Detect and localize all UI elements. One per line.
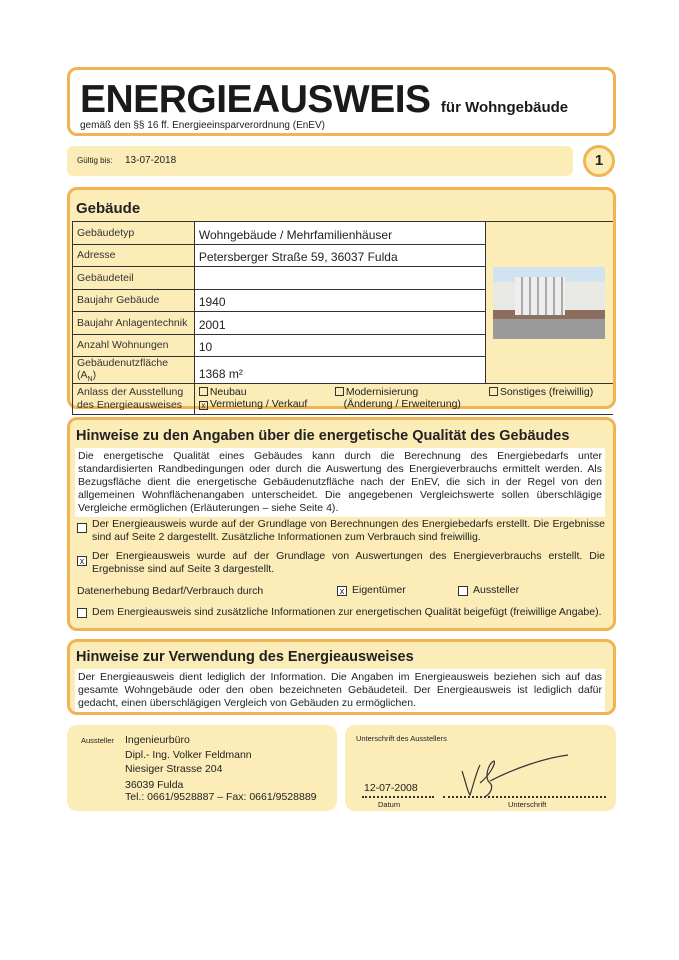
option1-text: Der Energieausweis wurde auf der Grundlage von Berechnungen des Energiebedarfs erstellt. Die Ergebnisse sind auf Seite 2 dargestellt. Zusätzliche Informationen zum Verbrauch sind freiwillig. — [92, 518, 605, 543]
usage-section — [67, 639, 616, 715]
building-photo — [493, 267, 605, 339]
owner-checkbox[interactable]: x — [337, 586, 347, 596]
row-value: Wohngebäude / Mehrfamilienhäuser — [194, 222, 485, 245]
date-line — [362, 796, 434, 798]
row-label: Baujahr Anlagentechnik — [73, 312, 195, 335]
row-value — [194, 267, 485, 290]
row-label: Baujahr Gebäude — [73, 289, 195, 312]
building-section — [67, 187, 616, 412]
document-title: ENERGIEAUSWEIS für Wohngebäude — [80, 78, 569, 121]
table-row — [73, 222, 614, 245]
option2-text: Der Energieausweis wurde auf der Grundlage von Auswertungen des Energieverbrauchs erstellt. Die Ergebnisse sind auf Seite 3 dargestellt. — [92, 550, 605, 575]
owner-label: Eigentümer — [352, 584, 406, 596]
issuer-address: Ingenieurbüro Dipl.- Ing. Volker Feldmann Niesiger Strasse 204 36039 Fulda Tel.: 0661/9528887 – Fax: 0661/9528889 — [125, 734, 317, 803]
reason-options — [194, 384, 613, 415]
subtitle: gemäß den §§ 16 ff. Energieeinsparverordnung (EnEV) — [80, 120, 325, 131]
row-value: 1940 — [194, 289, 485, 312]
signature-label: Unterschrift des Ausstellers — [356, 734, 447, 743]
reason-sonstiges[interactable]: Sonstiges (freiwillig) — [489, 386, 593, 398]
row-label: Gebäudetyp — [73, 222, 195, 245]
row-label: Adresse — [73, 244, 195, 267]
row-label: Gebäudeteil — [73, 267, 195, 290]
option1-checkbox[interactable] — [77, 523, 87, 533]
signature-box — [345, 725, 616, 811]
issuer-box — [67, 725, 337, 811]
section-heading: Hinweise zur Verwendung des Energieausweises — [76, 649, 414, 665]
row-value: 1368 m² — [194, 357, 485, 384]
notes-section — [67, 417, 616, 631]
reason-modernisierung[interactable]: Modernisierung (Änderung / Erweiterung) — [335, 386, 461, 410]
notes-intro: Die energetische Qualität eines Gebäudes kann durch die Berechnung des Energiebedarfs unter standardisierten Randbedingungen oder durch die Auswertung des Energieverbrauchs ermittelt werden. Als Bezugsfläche dient die energetische Gebäudenutzfläche nach der EnEV, die sich in der Regel von den allgemeinen Wohnflächenangaben unterscheidet. Die angegebenen Vergleichswerte sollen überschlägige Vergleiche ermöglichen (Erläuterungen – siehe Seite 4). — [75, 448, 605, 517]
checkbox[interactable] — [335, 387, 344, 396]
row-label: Gebäudenutzfläche $(A_N)$ — [73, 357, 195, 384]
signature-date: 12-07-2008 — [364, 782, 418, 794]
validity-date: 13-07-2018 — [125, 155, 177, 166]
reason-row — [73, 384, 614, 415]
issuer-label: Aussteller — [473, 584, 520, 596]
signature-line-label: Unterschrift — [508, 800, 547, 809]
reason-vermietung[interactable]: x Vermietung / Verkauf — [199, 398, 307, 410]
title-suffix: für Wohngebäude — [440, 99, 569, 116]
row-value: 2001 — [194, 312, 485, 335]
validity-label: Gültig bis: — [77, 156, 113, 165]
reason-neubau[interactable]: Neubau — [199, 386, 247, 398]
validity-bar — [67, 146, 573, 176]
checkbox-checked[interactable]: x — [199, 401, 208, 410]
section-heading: Hinweise zu den Angaben über die energetische Qualität des Gebäudes — [76, 428, 570, 444]
date-label: Datum — [378, 800, 401, 809]
header-box — [67, 67, 616, 136]
photo-cell — [485, 222, 613, 384]
checkbox[interactable] — [199, 387, 208, 396]
building-table — [72, 221, 613, 415]
option2-checkbox[interactable]: x — [77, 556, 87, 566]
row-label: Anzahl Wohnungen — [73, 334, 195, 357]
issuer-label: Aussteller — [81, 736, 114, 745]
handwritten-signature — [460, 753, 570, 798]
data-collection-label: Datenerhebung Bedarf/Verbrauch durch — [77, 585, 264, 597]
issuer-checkbox[interactable] — [458, 586, 468, 596]
row-value: 10 — [194, 334, 485, 357]
reason-label: Anlass der Ausstellung des Energieausweises — [73, 384, 195, 415]
usage-text: Der Energieausweis dient lediglich der Information. Die Angaben im Energieausweis beziehen sich auf das gesamte Wohngebäude oder den oben bezeichneten Gebäudeteil. Der Energieausweis ist lediglich dafür gedacht, einen überschlägigen Vergleich von Gebäuden zu ermöglichen. — [75, 669, 605, 712]
row-value: Petersberger Straße 59, 36037 Fulda — [194, 244, 485, 267]
section-heading: Gebäude — [76, 200, 141, 217]
additional-text: Dem Energieausweis sind zusätzliche Informationen zur energetischen Qualität beigefügt (freiwillige Angabe). — [92, 606, 602, 618]
checkbox[interactable] — [489, 387, 498, 396]
page-number: 1 — [583, 145, 615, 177]
additional-checkbox[interactable] — [77, 608, 87, 618]
